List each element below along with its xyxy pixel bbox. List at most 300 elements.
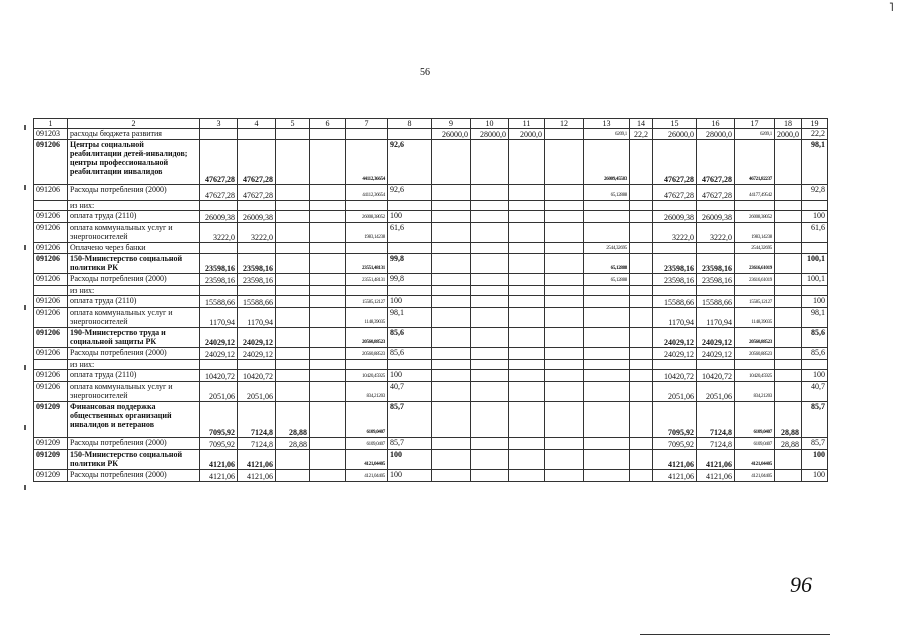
table-row [34, 223, 828, 243]
cell-value: 2544,32695 [735, 243, 775, 254]
cell-value [545, 348, 584, 360]
cell-value [471, 382, 509, 402]
cell-percent: 85,6 [388, 328, 432, 348]
cell-value [545, 296, 584, 308]
table-row [34, 274, 828, 286]
cell-value: 1148,39035 [735, 308, 775, 328]
cell-value [200, 243, 238, 254]
table-row [34, 286, 828, 296]
cell-value [310, 360, 346, 370]
cell-value: 23598,16 [653, 254, 697, 274]
cell-value [630, 438, 653, 450]
row-name: Финансовая поддержка общественных организаций инвалидов и ветеранов [68, 402, 200, 438]
cell-percent-total: 100 [802, 450, 828, 470]
row-code [34, 360, 68, 370]
cell-percent: 100 [388, 470, 432, 482]
left-margin-marks [24, 125, 28, 515]
row-name: Расходы потребления (2000) [68, 438, 200, 450]
cell-value [310, 470, 346, 482]
cell-value [545, 211, 584, 223]
row-name: Расходы потребления (2000) [68, 470, 200, 482]
cell-value: 2051,06 [238, 382, 276, 402]
cell-percent-total: 100 [802, 470, 828, 482]
cell-value: 6109,0407 [735, 402, 775, 438]
column-header-6: 6 [310, 119, 346, 129]
cell-value: 20560,88523 [346, 328, 388, 348]
cell-value [545, 328, 584, 348]
cell-value [346, 129, 388, 140]
cell-value: 20560,88523 [346, 348, 388, 360]
cell-value [509, 450, 545, 470]
cell-value: 47627,28 [238, 140, 276, 185]
cell-value: 26009,38 [697, 211, 735, 223]
cell-value [432, 470, 471, 482]
cell-value [238, 286, 276, 296]
cell-percent [388, 286, 432, 296]
row-name: оплата коммунальных услуг и энергоносителей [68, 308, 200, 328]
cell-value [310, 438, 346, 450]
cell-value: 4121,06 [697, 470, 735, 482]
cell-percent [388, 243, 432, 254]
cell-value [310, 211, 346, 223]
cell-value [432, 201, 471, 211]
table-row [34, 254, 828, 274]
cell-value [775, 201, 802, 211]
cell-value: 7124,8 [238, 438, 276, 450]
cell-value [200, 129, 238, 140]
cell-value [310, 402, 346, 438]
cell-value: 24029,12 [697, 328, 735, 348]
row-code: 091209 [34, 402, 68, 438]
cell-percent-total [802, 243, 828, 254]
row-code: 091206 [34, 254, 68, 274]
cell-percent: 85,7 [388, 402, 432, 438]
cell-value: 23598,16 [238, 274, 276, 286]
row-code: 091206 [34, 382, 68, 402]
column-header-12: 12 [545, 119, 584, 129]
cell-value [509, 402, 545, 438]
cell-value [775, 328, 802, 348]
cell-value: 3222,0 [200, 223, 238, 243]
cell-value [432, 382, 471, 402]
cell-value: 24029,12 [653, 348, 697, 360]
cell-value: 15588,66 [238, 296, 276, 308]
cell-value: 15585,12127 [346, 296, 388, 308]
cell-value [775, 450, 802, 470]
cell-value [509, 201, 545, 211]
cell-value: 4121,06 [653, 470, 697, 482]
table-row [34, 438, 828, 450]
cell-value: 7095,92 [653, 402, 697, 438]
cell-value: 26008,38052 [346, 211, 388, 223]
cell-value [310, 140, 346, 185]
cell-value [545, 129, 584, 140]
row-name: 150-Министерство социальной политики РК [68, 254, 200, 274]
cell-percent-total: 22,2 [802, 129, 828, 140]
row-code [34, 201, 68, 211]
cell-value [276, 370, 310, 382]
cell-value: 22,2 [630, 129, 653, 140]
cell-value [276, 201, 310, 211]
cell-percent: 100 [388, 296, 432, 308]
cell-value [545, 470, 584, 482]
cell-value [509, 211, 545, 223]
cell-percent-total: 100 [802, 211, 828, 223]
cell-value: 6109,0407 [346, 402, 388, 438]
cell-value: 26009,45583 [584, 140, 630, 185]
cell-value [775, 286, 802, 296]
cell-value [471, 328, 509, 348]
cell-value [735, 201, 775, 211]
cell-value [545, 382, 584, 402]
cell-value [630, 308, 653, 328]
cell-value [509, 286, 545, 296]
table-row [34, 201, 828, 211]
cell-value [310, 348, 346, 360]
cell-value: 23598,16 [238, 254, 276, 274]
cell-value [509, 348, 545, 360]
table-row [34, 360, 828, 370]
row-name: оплата коммунальных услуг и энергоносителей [68, 382, 200, 402]
cell-value [545, 243, 584, 254]
cell-value: 3222,0 [653, 223, 697, 243]
cell-value [471, 296, 509, 308]
row-name: 190-Министерство труда и социальной защиты РК [68, 328, 200, 348]
cell-value: 28,88 [775, 402, 802, 438]
cell-percent: 92,6 [388, 140, 432, 185]
cell-value [310, 243, 346, 254]
table-row [34, 370, 828, 382]
cell-value: 47627,28 [697, 140, 735, 185]
cell-value [310, 185, 346, 201]
cell-value [471, 348, 509, 360]
cell-value [346, 201, 388, 211]
cell-value: 24029,12 [653, 328, 697, 348]
cell-value: 26009,38 [238, 211, 276, 223]
cell-value [545, 274, 584, 286]
table-row [34, 243, 828, 254]
cell-value: 23551,48131 [346, 274, 388, 286]
cell-value [775, 296, 802, 308]
cell-value: 47627,28 [697, 185, 735, 201]
cell-percent [388, 201, 432, 211]
cell-value: 28,88 [276, 438, 310, 450]
cell-value [697, 286, 735, 296]
row-code: 091206 [34, 370, 68, 382]
cell-value: 4121,06 [200, 470, 238, 482]
row-code: 091206 [34, 243, 68, 254]
cell-value [432, 185, 471, 201]
cell-value [432, 438, 471, 450]
cell-value [584, 370, 630, 382]
cell-value [471, 308, 509, 328]
cell-value [432, 140, 471, 185]
cell-value: 2000,0 [509, 129, 545, 140]
cell-percent-total: 92,8 [802, 185, 828, 201]
row-name: расходы бюджета развития [68, 129, 200, 140]
column-header-4: 4 [238, 119, 276, 129]
column-header-14: 14 [630, 119, 653, 129]
row-name: Расходы потребления (2000) [68, 185, 200, 201]
cell-value: 7124,8 [697, 402, 735, 438]
cell-value [653, 360, 697, 370]
row-name: 150-Министерство социальной политики РК [68, 450, 200, 470]
cell-value [509, 296, 545, 308]
cell-value: 7095,92 [200, 402, 238, 438]
corner-mark: ˥ [889, 0, 894, 14]
cell-percent: 85,6 [388, 348, 432, 360]
cell-value [584, 470, 630, 482]
cell-value: 1983,14238 [346, 223, 388, 243]
cell-value [432, 308, 471, 328]
column-header-7: 7 [346, 119, 388, 129]
cell-value [735, 360, 775, 370]
cell-value [775, 360, 802, 370]
row-name: оплата труда (2110) [68, 370, 200, 382]
cell-value [432, 254, 471, 274]
cell-value [653, 286, 697, 296]
cell-value [697, 243, 735, 254]
cell-percent-total: 61,6 [802, 223, 828, 243]
cell-value [630, 254, 653, 274]
cell-value [471, 370, 509, 382]
cell-value: 1148,39035 [346, 308, 388, 328]
cell-value: 20560,88523 [735, 348, 775, 360]
cell-value [276, 296, 310, 308]
column-header-8: 8 [388, 119, 432, 129]
cell-value [310, 328, 346, 348]
cell-percent-total: 85,7 [802, 402, 828, 438]
cell-value [471, 223, 509, 243]
cell-value: 23598,16 [653, 274, 697, 286]
cell-value: 834,21203 [346, 382, 388, 402]
budget-table [33, 118, 828, 482]
cell-value [775, 185, 802, 201]
cell-value: 24029,12 [200, 328, 238, 348]
cell-value [584, 348, 630, 360]
cell-value: 4121,04405 [346, 450, 388, 470]
cell-percent-total [802, 286, 828, 296]
cell-value: 44112,36654 [346, 185, 388, 201]
cell-percent: 100 [388, 370, 432, 382]
cell-value [630, 348, 653, 360]
cell-value [775, 308, 802, 328]
cell-value [545, 450, 584, 470]
cell-percent: 61,6 [388, 223, 432, 243]
cell-value [630, 470, 653, 482]
cell-value: 23598,16 [200, 254, 238, 274]
cell-value [200, 286, 238, 296]
cell-value: 7124,8 [238, 402, 276, 438]
cell-value [653, 201, 697, 211]
cell-value [697, 360, 735, 370]
cell-value [584, 223, 630, 243]
cell-value [630, 223, 653, 243]
cell-value [653, 243, 697, 254]
cell-value [471, 274, 509, 286]
cell-value: 4121,06 [238, 450, 276, 470]
cell-value: 2000,0 [775, 129, 802, 140]
cell-value: 7095,92 [653, 438, 697, 450]
cell-value [471, 360, 509, 370]
cell-value [276, 470, 310, 482]
table-body [34, 129, 828, 482]
cell-value [545, 223, 584, 243]
cell-value [471, 211, 509, 223]
cell-value: 7124,8 [697, 438, 735, 450]
cell-value [432, 223, 471, 243]
cell-value [545, 286, 584, 296]
cell-value: 1170,94 [653, 308, 697, 328]
column-header-1: 1 [34, 119, 68, 129]
column-header-16: 16 [697, 119, 735, 129]
cell-value: 3222,0 [697, 223, 735, 243]
cell-value [310, 129, 346, 140]
row-code: 091209 [34, 438, 68, 450]
cell-value: 47627,28 [200, 140, 238, 185]
cell-value [509, 382, 545, 402]
cell-value: 7095,92 [200, 438, 238, 450]
table-row [34, 348, 828, 360]
cell-value [276, 450, 310, 470]
cell-value: 65,12888 [584, 254, 630, 274]
cell-percent-total: 85,7 [802, 438, 828, 450]
table-row [34, 129, 828, 140]
cell-value: 15585,12127 [735, 296, 775, 308]
cell-value: 4121,04405 [346, 470, 388, 482]
cell-percent-total: 100,1 [802, 254, 828, 274]
cell-value [432, 286, 471, 296]
cell-value [276, 308, 310, 328]
cell-value [471, 402, 509, 438]
row-code: 091206 [34, 296, 68, 308]
cell-value [584, 308, 630, 328]
cell-percent [388, 360, 432, 370]
cell-value: 4121,06 [238, 470, 276, 482]
cell-value [630, 296, 653, 308]
column-header-18: 18 [775, 119, 802, 129]
cell-value: 26008,38052 [735, 211, 775, 223]
cell-value: 23598,16 [200, 274, 238, 286]
cell-value [238, 201, 276, 211]
cell-value [630, 274, 653, 286]
row-code: 091206 [34, 211, 68, 223]
row-name: оплата коммунальных услуг и энергоносителей [68, 223, 200, 243]
cell-value: 3222,0 [238, 223, 276, 243]
cell-value: 6109,0407 [735, 438, 775, 450]
cell-value [200, 360, 238, 370]
cell-value: 47627,28 [200, 185, 238, 201]
row-code: 091206 [34, 185, 68, 201]
cell-value: 15588,66 [653, 296, 697, 308]
cell-value [471, 286, 509, 296]
cell-value [432, 348, 471, 360]
cell-value [276, 223, 310, 243]
cell-value [432, 296, 471, 308]
cell-value [584, 296, 630, 308]
cell-value [775, 382, 802, 402]
row-name: Расходы потребления (2000) [68, 348, 200, 360]
cell-value [630, 201, 653, 211]
cell-value: 10420,72 [697, 370, 735, 382]
cell-value [238, 360, 276, 370]
cell-value [545, 254, 584, 274]
cell-value [471, 254, 509, 274]
row-code: 091206 [34, 348, 68, 360]
column-header-3: 3 [200, 119, 238, 129]
column-number-row [34, 119, 828, 129]
cell-percent-total: 98,1 [802, 308, 828, 328]
cell-value [545, 438, 584, 450]
table-row [34, 470, 828, 482]
row-name: из них: [68, 360, 200, 370]
row-name: Оплачено через банки [68, 243, 200, 254]
cell-value [276, 348, 310, 360]
cell-value [775, 211, 802, 223]
column-header-19: 19 [802, 119, 828, 129]
cell-value [276, 185, 310, 201]
cell-percent: 98,1 [388, 308, 432, 328]
cell-value: 6209,1 [584, 129, 630, 140]
cell-percent-total: 100 [802, 296, 828, 308]
row-code: 091209 [34, 450, 68, 470]
cell-value [432, 243, 471, 254]
table-row [34, 140, 828, 185]
cell-value [584, 211, 630, 223]
cell-value: 23598,16 [697, 254, 735, 274]
cell-value [432, 360, 471, 370]
cell-value: 4121,04405 [735, 450, 775, 470]
cell-value [584, 201, 630, 211]
column-header-10: 10 [471, 119, 509, 129]
cell-value [775, 223, 802, 243]
cell-value: 1170,94 [200, 308, 238, 328]
cell-value [432, 402, 471, 438]
cell-value [584, 382, 630, 402]
cell-value [310, 370, 346, 382]
cell-value: 28,88 [276, 402, 310, 438]
cell-value: 46721,82237 [735, 140, 775, 185]
cell-value [471, 201, 509, 211]
cell-value: 6209,1 [735, 129, 775, 140]
cell-value [310, 274, 346, 286]
cell-value [432, 450, 471, 470]
column-header-9: 9 [432, 119, 471, 129]
cell-value: 26009,38 [653, 211, 697, 223]
column-header-2: 2 [68, 119, 200, 129]
cell-value [509, 470, 545, 482]
cell-value [471, 185, 509, 201]
row-code [34, 286, 68, 296]
cell-percent-total: 85,6 [802, 348, 828, 360]
cell-value [545, 370, 584, 382]
cell-value: 2544,32695 [584, 243, 630, 254]
column-header-11: 11 [509, 119, 545, 129]
cell-value: 10420,72 [653, 370, 697, 382]
cell-value: 44112,36654 [346, 140, 388, 185]
cell-value [509, 360, 545, 370]
cell-value: 28000,0 [471, 129, 509, 140]
cell-value [276, 254, 310, 274]
row-name: Расходы потребления (2000) [68, 274, 200, 286]
cell-percent: 40,7 [388, 382, 432, 402]
table-row [34, 382, 828, 402]
cell-value: 834,21203 [735, 382, 775, 402]
cell-value [310, 382, 346, 402]
cell-value: 15588,66 [200, 296, 238, 308]
row-code: 091209 [34, 470, 68, 482]
cell-value [775, 274, 802, 286]
